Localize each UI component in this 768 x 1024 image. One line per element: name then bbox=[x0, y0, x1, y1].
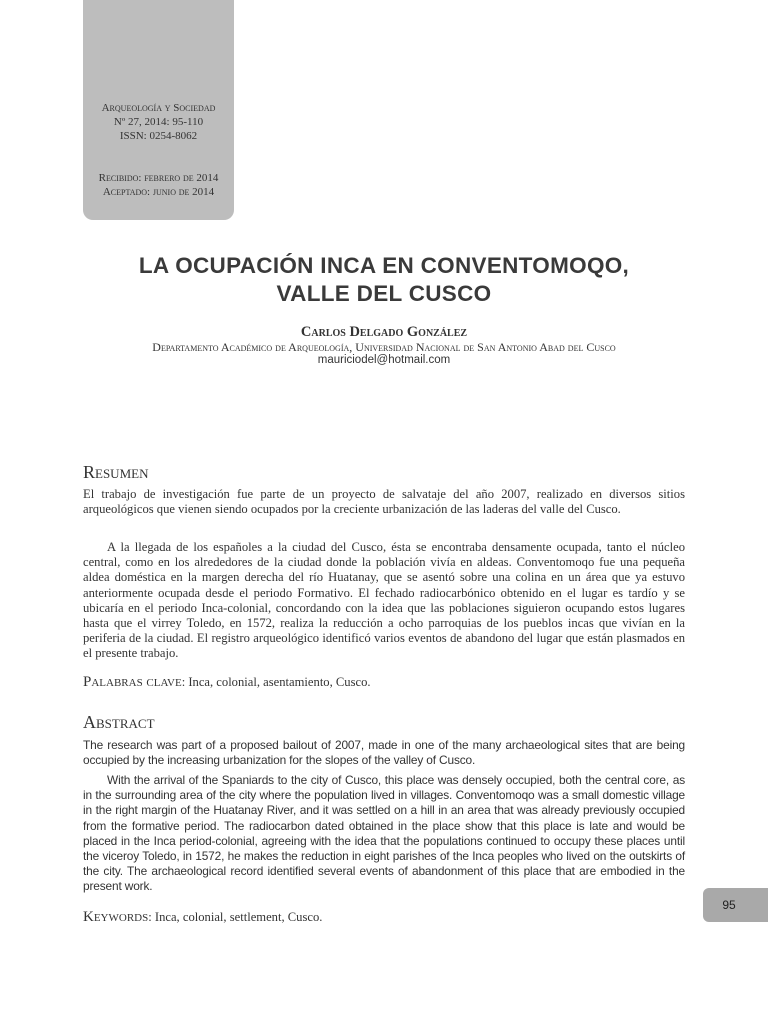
journal-name: Arqueología y Sociedad bbox=[101, 102, 216, 114]
article-title bbox=[60, 252, 708, 308]
resumen-paragraph-2: A la llegada de los españoles a la ciudad del Cusco, ésta se encontraba densamente ocupada, tanto el núcleo central, como en los alrededores de la ciudad donde la población vivía en aldeas. Conventomoqo fue una pequeña aldea doméstica en la margen derecha del río Huatanay, que se asentó sobre una colina en un área que ya estuvo anteriormente ocupada desde el periodo Formativo. El fechado radiocarbónico obtenido en el lugar es tardío y se ubicaría en el periodo Inca-colonial, concordando con la idea que las poblaciones siguieron ocupando estos lugares hasta que el virrey Toledo, en 1572, realiza la reducción a ocho parroquias de los pueblos incas que vivían en la periferia de la ciudad. El registro arqueológico identificó varios eventos de abandono del lugar que están plasmados en el presente trabajo. bbox=[83, 540, 685, 661]
abstract-paragraph-1: The research was part of a proposed bailout of 2007, made in one of the many archaeological sites that are being occupied by the increasing urbanization for the slopes of the valley of Cusco. bbox=[83, 738, 685, 768]
keywords-es: : Inca, colonial, asentamiento, Cusco. bbox=[181, 675, 371, 689]
keywords-en: : Inca, colonial, settlement, Cusco. bbox=[148, 910, 323, 924]
page-number: 95 bbox=[722, 898, 736, 912]
journal-issn: ISSN: 0254-8062 bbox=[119, 130, 198, 142]
resumen-paragraph-1: El trabajo de investigación fue parte de un proyecto de salvataje del año 2007, realizado en diversos sitios arqueológicos que vienen siendo ocupados por la creciente urbanización de las laderas del valle del Cusco. bbox=[83, 487, 685, 517]
resumen-heading: Resumen bbox=[83, 462, 149, 482]
abstract-keywords bbox=[83, 910, 685, 925]
title-line-2: VALLE DEL CUSCO bbox=[276, 281, 492, 306]
title-line-1: LA OCUPACIÓN INCA EN CONVENTOMOQO, bbox=[138, 253, 630, 278]
resumen-keywords bbox=[83, 675, 685, 690]
abstract-paragraph-2: With the arrival of the Spaniards to the city of Cusco, this place was densely occupied, both the central core, as in the surrounding area of the city where the population lived in villages. Conventomoqo was a small domestic village in the right margin of the Huatanay River, and it was settled on a hill in an area that was already previously occupied from the formative period. The radiocarbon dated obtained in the place show that this place is late and would be placed in the Inca period-colonial, agreeing with the idea that the populations continued to occupy these places until the viceroy Toledo, in 1572, he makes the reduction in eight parishes of the Inca peoples who lived on the outskirts of the city. The archaeological record identified several events of abandonment of this place that are embodied in the present work. bbox=[83, 773, 685, 894]
abstract-heading: Abstract bbox=[83, 712, 155, 732]
author-name: Carlos Delgado González bbox=[300, 324, 468, 340]
author-email: mauriciodel@hotmail.com bbox=[317, 354, 451, 366]
journal-issue: Nº 27, 2014: 95-110 bbox=[113, 116, 204, 128]
received-date: Recibido: febrero de 2014 bbox=[98, 172, 219, 184]
keywords-label-en: Keywords bbox=[83, 909, 149, 925]
keywords-label-es: Palabras clave bbox=[83, 674, 182, 690]
author-affiliation: Departamento Académico de Arqueología, Universidad Nacional de San Antonio Abad del Cusco bbox=[152, 340, 616, 354]
accepted-date: Aceptado: junio de 2014 bbox=[102, 186, 215, 198]
